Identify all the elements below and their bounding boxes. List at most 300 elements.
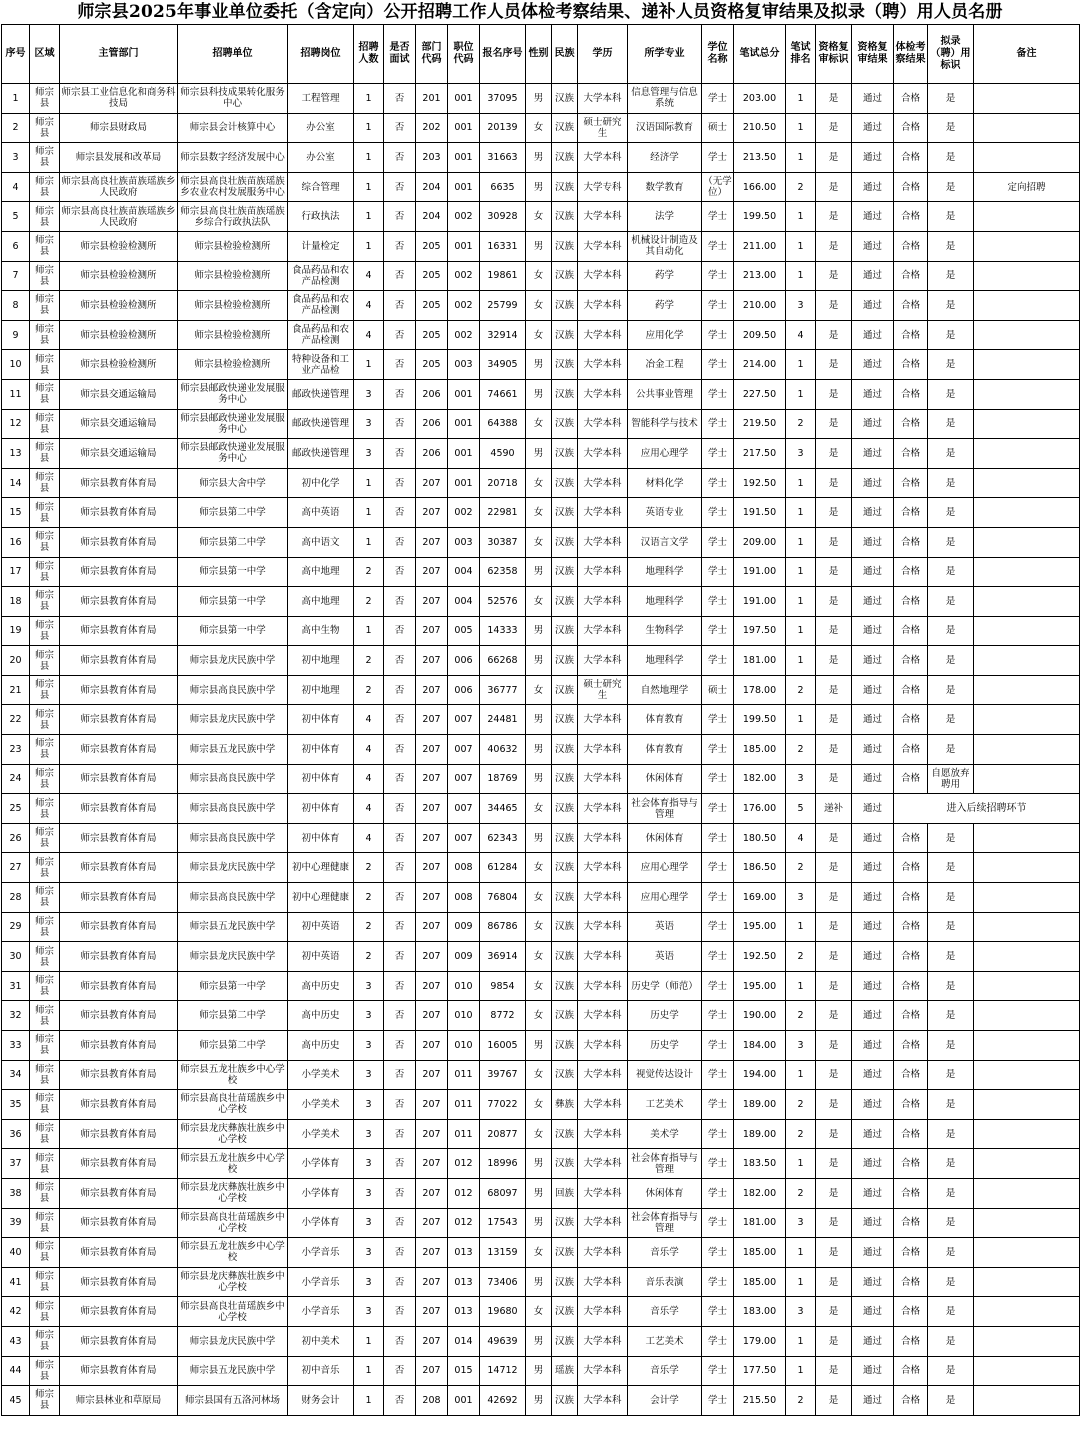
table-cell: 49639 bbox=[480, 1326, 526, 1356]
table-cell: 男 bbox=[526, 1149, 552, 1179]
table-cell: 是 bbox=[816, 971, 852, 1001]
table-cell: 否 bbox=[384, 883, 416, 913]
table-cell: 师宗县教育体育局 bbox=[60, 1208, 178, 1238]
table-cell: 大学本科 bbox=[578, 1326, 628, 1356]
table-cell: 13 bbox=[2, 439, 30, 469]
table-cell: 207 bbox=[416, 794, 448, 824]
table-cell: 207 bbox=[416, 557, 448, 587]
table-cell: 是 bbox=[928, 527, 974, 557]
table-cell: 31 bbox=[2, 971, 30, 1001]
table-cell: 42 bbox=[2, 1297, 30, 1327]
table-row bbox=[2, 971, 1080, 1001]
table-cell: 否 bbox=[384, 261, 416, 291]
table-cell: 学士 bbox=[702, 1356, 734, 1386]
table-cell: 师宗县五龙民族中学 bbox=[178, 912, 288, 942]
table-row bbox=[2, 231, 1080, 261]
table-cell: 是 bbox=[928, 587, 974, 617]
table-row bbox=[2, 1060, 1080, 1090]
table-cell: 209.50 bbox=[734, 320, 786, 350]
table-cell: 大学本科 bbox=[578, 291, 628, 321]
table-cell: 小学音乐 bbox=[288, 1267, 354, 1297]
table-cell: 合格 bbox=[894, 379, 928, 409]
table-cell: 否 bbox=[384, 1031, 416, 1061]
table-cell: 师宗县 bbox=[30, 912, 60, 942]
table-cell: 1 bbox=[786, 498, 816, 528]
table-cell: 食品药品和农产品检测 bbox=[288, 320, 354, 350]
table-cell: 3 bbox=[354, 1119, 384, 1149]
table-cell: 34 bbox=[2, 1060, 30, 1090]
table-cell: 通过 bbox=[852, 616, 894, 646]
table-cell: 综合管理 bbox=[288, 172, 354, 202]
table-cell: 是 bbox=[816, 823, 852, 853]
table-row bbox=[2, 794, 1080, 824]
table-cell: 合格 bbox=[894, 646, 928, 676]
table-cell: 185.00 bbox=[734, 735, 786, 765]
table-cell: 13159 bbox=[480, 1238, 526, 1268]
table-row bbox=[2, 350, 1080, 380]
table-cell: 通过 bbox=[852, 823, 894, 853]
table-cell: 师宗县 bbox=[30, 646, 60, 676]
table-cell: 30387 bbox=[480, 527, 526, 557]
table-cell: 是 bbox=[816, 1297, 852, 1327]
table-cell: 是 bbox=[816, 1326, 852, 1356]
table-cell: 合格 bbox=[894, 675, 928, 705]
table-cell: 合格 bbox=[894, 1297, 928, 1327]
table-cell: 206 bbox=[416, 379, 448, 409]
table-cell bbox=[974, 1031, 1080, 1061]
table-cell: 207 bbox=[416, 971, 448, 1001]
table-cell: 12 bbox=[2, 409, 30, 439]
table-cell: 1 bbox=[786, 202, 816, 232]
table-cell: 历史学（师范） bbox=[628, 971, 702, 1001]
table-cell: 师宗县第一中学 bbox=[178, 587, 288, 617]
table-cell: 010 bbox=[448, 1001, 480, 1031]
table-cell: 女 bbox=[526, 912, 552, 942]
table-cell: 男 bbox=[526, 1208, 552, 1238]
table-cell: 1 bbox=[786, 1267, 816, 1297]
table-cell: 汉族 bbox=[552, 261, 578, 291]
table-row bbox=[2, 1386, 1080, 1416]
table-cell: 汉族 bbox=[552, 971, 578, 1001]
table-cell: 86786 bbox=[480, 912, 526, 942]
table-cell: 005 bbox=[448, 616, 480, 646]
table-cell: 大学本科 bbox=[578, 143, 628, 173]
table-cell: 大学本科 bbox=[578, 1267, 628, 1297]
table-cell bbox=[974, 1386, 1080, 1416]
table-cell: 009 bbox=[448, 912, 480, 942]
table-cell: 23 bbox=[2, 735, 30, 765]
table-cell: 203 bbox=[416, 143, 448, 173]
table-cell: 大学本科 bbox=[578, 379, 628, 409]
table-cell: 合格 bbox=[894, 1119, 928, 1149]
table-cell bbox=[974, 1119, 1080, 1149]
table-cell: 师宗县五龙壮族乡中心学校 bbox=[178, 1060, 288, 1090]
table-cell: 176.00 bbox=[734, 794, 786, 824]
table-cell bbox=[974, 1208, 1080, 1238]
table-cell: 是 bbox=[928, 1060, 974, 1090]
table-cell: 通过 bbox=[852, 705, 894, 735]
table-cell: 师宗县 bbox=[30, 942, 60, 972]
table-cell: 女 bbox=[526, 409, 552, 439]
table-cell bbox=[974, 853, 1080, 883]
table-cell: 师宗县教育体育局 bbox=[60, 971, 178, 1001]
table-cell: 学士 bbox=[702, 735, 734, 765]
table-cell: 否 bbox=[384, 202, 416, 232]
table-row bbox=[2, 705, 1080, 735]
table-cell: 初中体育 bbox=[288, 823, 354, 853]
table-cell: 183.50 bbox=[734, 1149, 786, 1179]
table-cell: 74661 bbox=[480, 379, 526, 409]
table-cell: 是 bbox=[816, 84, 852, 114]
table-cell: 001 bbox=[448, 231, 480, 261]
table-cell: 汉族 bbox=[552, 1060, 578, 1090]
table-cell: 202 bbox=[416, 113, 448, 143]
table-cell: 师宗县 bbox=[30, 379, 60, 409]
table-cell: 1 bbox=[354, 1386, 384, 1416]
table-cell: 4590 bbox=[480, 439, 526, 469]
table-cell: 大学本科 bbox=[578, 794, 628, 824]
table-cell: 207 bbox=[416, 1356, 448, 1386]
table-cell bbox=[974, 735, 1080, 765]
table-cell: 21 bbox=[2, 675, 30, 705]
column-header: 性别 bbox=[526, 25, 552, 84]
table-cell: 36914 bbox=[480, 942, 526, 972]
table-cell: 大学本科 bbox=[578, 764, 628, 794]
table-cell: 008 bbox=[448, 853, 480, 883]
table-cell: 007 bbox=[448, 794, 480, 824]
table-cell: 4 bbox=[354, 823, 384, 853]
table-cell: 是 bbox=[816, 942, 852, 972]
table-cell: 公共事业管理 bbox=[628, 379, 702, 409]
table-cell: 22 bbox=[2, 705, 30, 735]
table-cell: 男 bbox=[526, 646, 552, 676]
table-cell: 师宗县教育体育局 bbox=[60, 1119, 178, 1149]
table-cell: 1 bbox=[786, 143, 816, 173]
table-cell: 学士 bbox=[702, 1119, 734, 1149]
table-cell: 男 bbox=[526, 735, 552, 765]
table-cell: 1 bbox=[786, 84, 816, 114]
table-cell: 学士 bbox=[702, 1060, 734, 1090]
table-cell: 工艺美术 bbox=[628, 1090, 702, 1120]
table-cell: 合格 bbox=[894, 823, 928, 853]
table-cell: 207 bbox=[416, 1060, 448, 1090]
table-cell: 师宗县教育体育局 bbox=[60, 1149, 178, 1179]
table-cell: 76804 bbox=[480, 883, 526, 913]
table-cell: 32914 bbox=[480, 320, 526, 350]
table-cell: 是 bbox=[816, 231, 852, 261]
table-cell: 师宗县第二中学 bbox=[178, 498, 288, 528]
table-cell: 180.50 bbox=[734, 823, 786, 853]
table-cell: 是 bbox=[928, 735, 974, 765]
table-cell: 37 bbox=[2, 1149, 30, 1179]
table-cell: 历史学 bbox=[628, 1031, 702, 1061]
table-cell: 是 bbox=[816, 557, 852, 587]
table-cell: 大学本科 bbox=[578, 1297, 628, 1327]
table-cell: 011 bbox=[448, 1090, 480, 1120]
table-cell: 是 bbox=[816, 853, 852, 883]
table-cell: 女 bbox=[526, 1090, 552, 1120]
table-cell: 181.00 bbox=[734, 1208, 786, 1238]
table-cell bbox=[974, 291, 1080, 321]
table-cell: 通过 bbox=[852, 84, 894, 114]
table-cell: 学士 bbox=[702, 705, 734, 735]
table-cell: 男 bbox=[526, 616, 552, 646]
table-cell: 大学本科 bbox=[578, 942, 628, 972]
table-cell: 是 bbox=[816, 439, 852, 469]
table-cell: 师宗县高良壮族苗族瑶族乡人民政府 bbox=[60, 202, 178, 232]
table-cell: 师宗县检验检测所 bbox=[178, 291, 288, 321]
table-cell: 是 bbox=[816, 527, 852, 557]
table-cell: 男 bbox=[526, 1267, 552, 1297]
table-cell: 178.00 bbox=[734, 675, 786, 705]
table-cell: 通过 bbox=[852, 735, 894, 765]
table-cell: 184.00 bbox=[734, 1031, 786, 1061]
table-cell: 210.00 bbox=[734, 291, 786, 321]
table-cell: 004 bbox=[448, 587, 480, 617]
table-cell bbox=[974, 705, 1080, 735]
table-cell: 4 bbox=[354, 735, 384, 765]
table-cell bbox=[974, 1267, 1080, 1297]
table-cell: 16005 bbox=[480, 1031, 526, 1061]
table-cell: 25799 bbox=[480, 291, 526, 321]
column-header: 民族 bbox=[552, 25, 578, 84]
table-cell: 男 bbox=[526, 84, 552, 114]
table-cell: 师宗县教育体育局 bbox=[60, 468, 178, 498]
table-cell: 001 bbox=[448, 143, 480, 173]
table-cell: 师宗县 bbox=[30, 350, 60, 380]
table-cell: 师宗县教育体育局 bbox=[60, 1178, 178, 1208]
table-cell: 166.00 bbox=[734, 172, 786, 202]
table-cell: 师宗县工业信息化和商务科技局 bbox=[60, 84, 178, 114]
table-cell: 2 bbox=[786, 1119, 816, 1149]
table-cell: 硕士研究生 bbox=[578, 675, 628, 705]
table-cell: 男 bbox=[526, 823, 552, 853]
table-cell: 师宗县教育体育局 bbox=[60, 1031, 178, 1061]
table-cell: 女 bbox=[526, 291, 552, 321]
table-cell: 2 bbox=[2, 113, 30, 143]
table-cell: 师宗县邮政快递业发展服务中心 bbox=[178, 439, 288, 469]
table-cell: 大学本科 bbox=[578, 1178, 628, 1208]
table-row bbox=[2, 1267, 1080, 1297]
table-cell: 汉族 bbox=[552, 291, 578, 321]
table-cell: 汉族 bbox=[552, 1326, 578, 1356]
table-cell: 否 bbox=[384, 823, 416, 853]
table-cell: 014 bbox=[448, 1326, 480, 1356]
table-cell: 师宗县 bbox=[30, 291, 60, 321]
table-cell: 19861 bbox=[480, 261, 526, 291]
table-cell: 205 bbox=[416, 320, 448, 350]
table-cell: 通过 bbox=[852, 527, 894, 557]
table-cell: 师宗县数字经济发展中心 bbox=[178, 143, 288, 173]
table-cell: 3 bbox=[786, 1297, 816, 1327]
table-cell: 28 bbox=[2, 883, 30, 913]
table-cell: 203.00 bbox=[734, 84, 786, 114]
table-cell: 1 bbox=[786, 468, 816, 498]
column-header: 资格复审标识 bbox=[816, 25, 852, 84]
table-cell: 大学本科 bbox=[578, 853, 628, 883]
table-row bbox=[2, 143, 1080, 173]
table-cell: 音乐学 bbox=[628, 1238, 702, 1268]
table-cell: 师宗县 bbox=[30, 320, 60, 350]
table-cell: 大学本科 bbox=[578, 823, 628, 853]
table-cell: 师宗县 bbox=[30, 1208, 60, 1238]
table-cell: 007 bbox=[448, 764, 480, 794]
table-cell: 师宗县教育体育局 bbox=[60, 498, 178, 528]
table-cell: 合格 bbox=[894, 172, 928, 202]
table-cell: 汉族 bbox=[552, 113, 578, 143]
table-cell: 207 bbox=[416, 1326, 448, 1356]
table-cell: 师宗县龙庆民族中学 bbox=[178, 705, 288, 735]
table-cell: 1 bbox=[786, 587, 816, 617]
table-cell: 1 bbox=[786, 231, 816, 261]
table-cell: 通过 bbox=[852, 1090, 894, 1120]
table-cell: 是 bbox=[928, 172, 974, 202]
table-cell: 16331 bbox=[480, 231, 526, 261]
table-cell bbox=[974, 1326, 1080, 1356]
table-cell: 013 bbox=[448, 1238, 480, 1268]
table-cell: 师宗县 bbox=[30, 883, 60, 913]
table-cell: 73406 bbox=[480, 1267, 526, 1297]
table-cell: 师宗县 bbox=[30, 1326, 60, 1356]
table-cell: 汉族 bbox=[552, 527, 578, 557]
table-cell: 小学美术 bbox=[288, 1090, 354, 1120]
table-cell: 42692 bbox=[480, 1386, 526, 1416]
table-cell: 初中心理健康 bbox=[288, 883, 354, 913]
table-cell: 学士 bbox=[702, 912, 734, 942]
table-cell: 师宗县龙庆彝族壮族乡中心学校 bbox=[178, 1119, 288, 1149]
table-cell: 冶金工程 bbox=[628, 350, 702, 380]
table-cell: 学士 bbox=[702, 1149, 734, 1179]
table-cell: 3 bbox=[786, 291, 816, 321]
table-cell: 学士 bbox=[702, 853, 734, 883]
table-cell: 29 bbox=[2, 912, 30, 942]
table-cell: 学士 bbox=[702, 1090, 734, 1120]
table-cell: 否 bbox=[384, 1208, 416, 1238]
table-cell: 合格 bbox=[894, 971, 928, 1001]
table-cell: 汉族 bbox=[552, 231, 578, 261]
table-cell: 学士 bbox=[702, 350, 734, 380]
table-cell: 39 bbox=[2, 1208, 30, 1238]
table-cell: 是 bbox=[816, 291, 852, 321]
table-cell: 是 bbox=[816, 1149, 852, 1179]
table-cell: 190.00 bbox=[734, 1001, 786, 1031]
table-cell: 否 bbox=[384, 1356, 416, 1386]
table-cell: 汉族 bbox=[552, 1149, 578, 1179]
table-cell: 会计学 bbox=[628, 1386, 702, 1416]
table-cell: 师宗县 bbox=[30, 498, 60, 528]
table-cell: 女 bbox=[526, 971, 552, 1001]
table-cell: 4 bbox=[354, 764, 384, 794]
table-cell: 192.50 bbox=[734, 942, 786, 972]
table-cell: 011 bbox=[448, 1060, 480, 1090]
table-cell: 汉族 bbox=[552, 675, 578, 705]
table-cell: 药学 bbox=[628, 261, 702, 291]
table-cell: 16 bbox=[2, 527, 30, 557]
table-cell: 大学专科 bbox=[578, 172, 628, 202]
table-cell: 012 bbox=[448, 1149, 480, 1179]
table-cell: 否 bbox=[384, 113, 416, 143]
table-cell: 2 bbox=[786, 853, 816, 883]
table-cell: 否 bbox=[384, 231, 416, 261]
table-cell: 师宗县 bbox=[30, 1031, 60, 1061]
table-cell: 学士 bbox=[702, 261, 734, 291]
table-cell: 大学本科 bbox=[578, 1149, 628, 1179]
table-cell: 27 bbox=[2, 853, 30, 883]
table-cell: 否 bbox=[384, 735, 416, 765]
table-cell: 进入后续招聘环节 bbox=[894, 794, 1080, 824]
table-cell: 是 bbox=[928, 942, 974, 972]
table-cell: 是 bbox=[816, 1060, 852, 1090]
table-row bbox=[2, 1356, 1080, 1386]
table-cell: 师宗县第二中学 bbox=[178, 1031, 288, 1061]
table-row bbox=[2, 439, 1080, 469]
table-cell: 是 bbox=[816, 320, 852, 350]
table-cell: 207 bbox=[416, 646, 448, 676]
table-cell: 师宗县检验检测所 bbox=[178, 350, 288, 380]
table-cell: 男 bbox=[526, 1356, 552, 1386]
column-header: 是否面试 bbox=[384, 25, 416, 84]
table-cell: 体育教育 bbox=[628, 735, 702, 765]
table-cell: 205 bbox=[416, 231, 448, 261]
column-header: 区域 bbox=[30, 25, 60, 84]
table-cell: 20139 bbox=[480, 113, 526, 143]
table-cell: 小学美术 bbox=[288, 1060, 354, 1090]
table-cell: 1 bbox=[786, 557, 816, 587]
table-cell: 否 bbox=[384, 587, 416, 617]
table-cell: 学士 bbox=[702, 764, 734, 794]
table-cell: 否 bbox=[384, 942, 416, 972]
table-cell: 师宗县高良壮族苗族瑶族乡农业农村发展服务中心 bbox=[178, 172, 288, 202]
table-cell: 207 bbox=[416, 498, 448, 528]
table-cell: 师宗县龙庆民族中学 bbox=[178, 1326, 288, 1356]
table-cell: 通过 bbox=[852, 794, 894, 824]
table-cell: 191.00 bbox=[734, 587, 786, 617]
table-cell: 4 bbox=[354, 320, 384, 350]
table-cell: 194.00 bbox=[734, 1060, 786, 1090]
table-cell: 是 bbox=[928, 439, 974, 469]
table-cell: 汉语言文学 bbox=[628, 527, 702, 557]
table-row bbox=[2, 1238, 1080, 1268]
table-cell: 35 bbox=[2, 1090, 30, 1120]
table-cell: 通过 bbox=[852, 1267, 894, 1297]
table-cell: 207 bbox=[416, 1090, 448, 1120]
table-cell: 师宗县 bbox=[30, 705, 60, 735]
table-cell: 邮政快递管理 bbox=[288, 439, 354, 469]
table-cell: 通过 bbox=[852, 1119, 894, 1149]
table-cell: 师宗县高良民族中学 bbox=[178, 794, 288, 824]
table-cell: 师宗县 bbox=[30, 823, 60, 853]
table-cell: 18769 bbox=[480, 764, 526, 794]
table-cell: 213.50 bbox=[734, 143, 786, 173]
table-row bbox=[2, 1326, 1080, 1356]
table-cell: 003 bbox=[448, 527, 480, 557]
table-cell: 合格 bbox=[894, 735, 928, 765]
table-cell: 学士 bbox=[702, 1297, 734, 1327]
table-cell: 206 bbox=[416, 409, 448, 439]
table-cell: 001 bbox=[448, 468, 480, 498]
table-cell: 否 bbox=[384, 409, 416, 439]
table-cell: 学士 bbox=[702, 823, 734, 853]
table-cell: 汉族 bbox=[552, 1119, 578, 1149]
table-cell: 是 bbox=[816, 1090, 852, 1120]
table-cell: 77022 bbox=[480, 1090, 526, 1120]
table-row bbox=[2, 1178, 1080, 1208]
table-cell: 是 bbox=[928, 883, 974, 913]
table-cell: 是 bbox=[816, 498, 852, 528]
table-cell: 办公室 bbox=[288, 113, 354, 143]
table-cell: 通过 bbox=[852, 557, 894, 587]
table-cell: 2 bbox=[786, 942, 816, 972]
